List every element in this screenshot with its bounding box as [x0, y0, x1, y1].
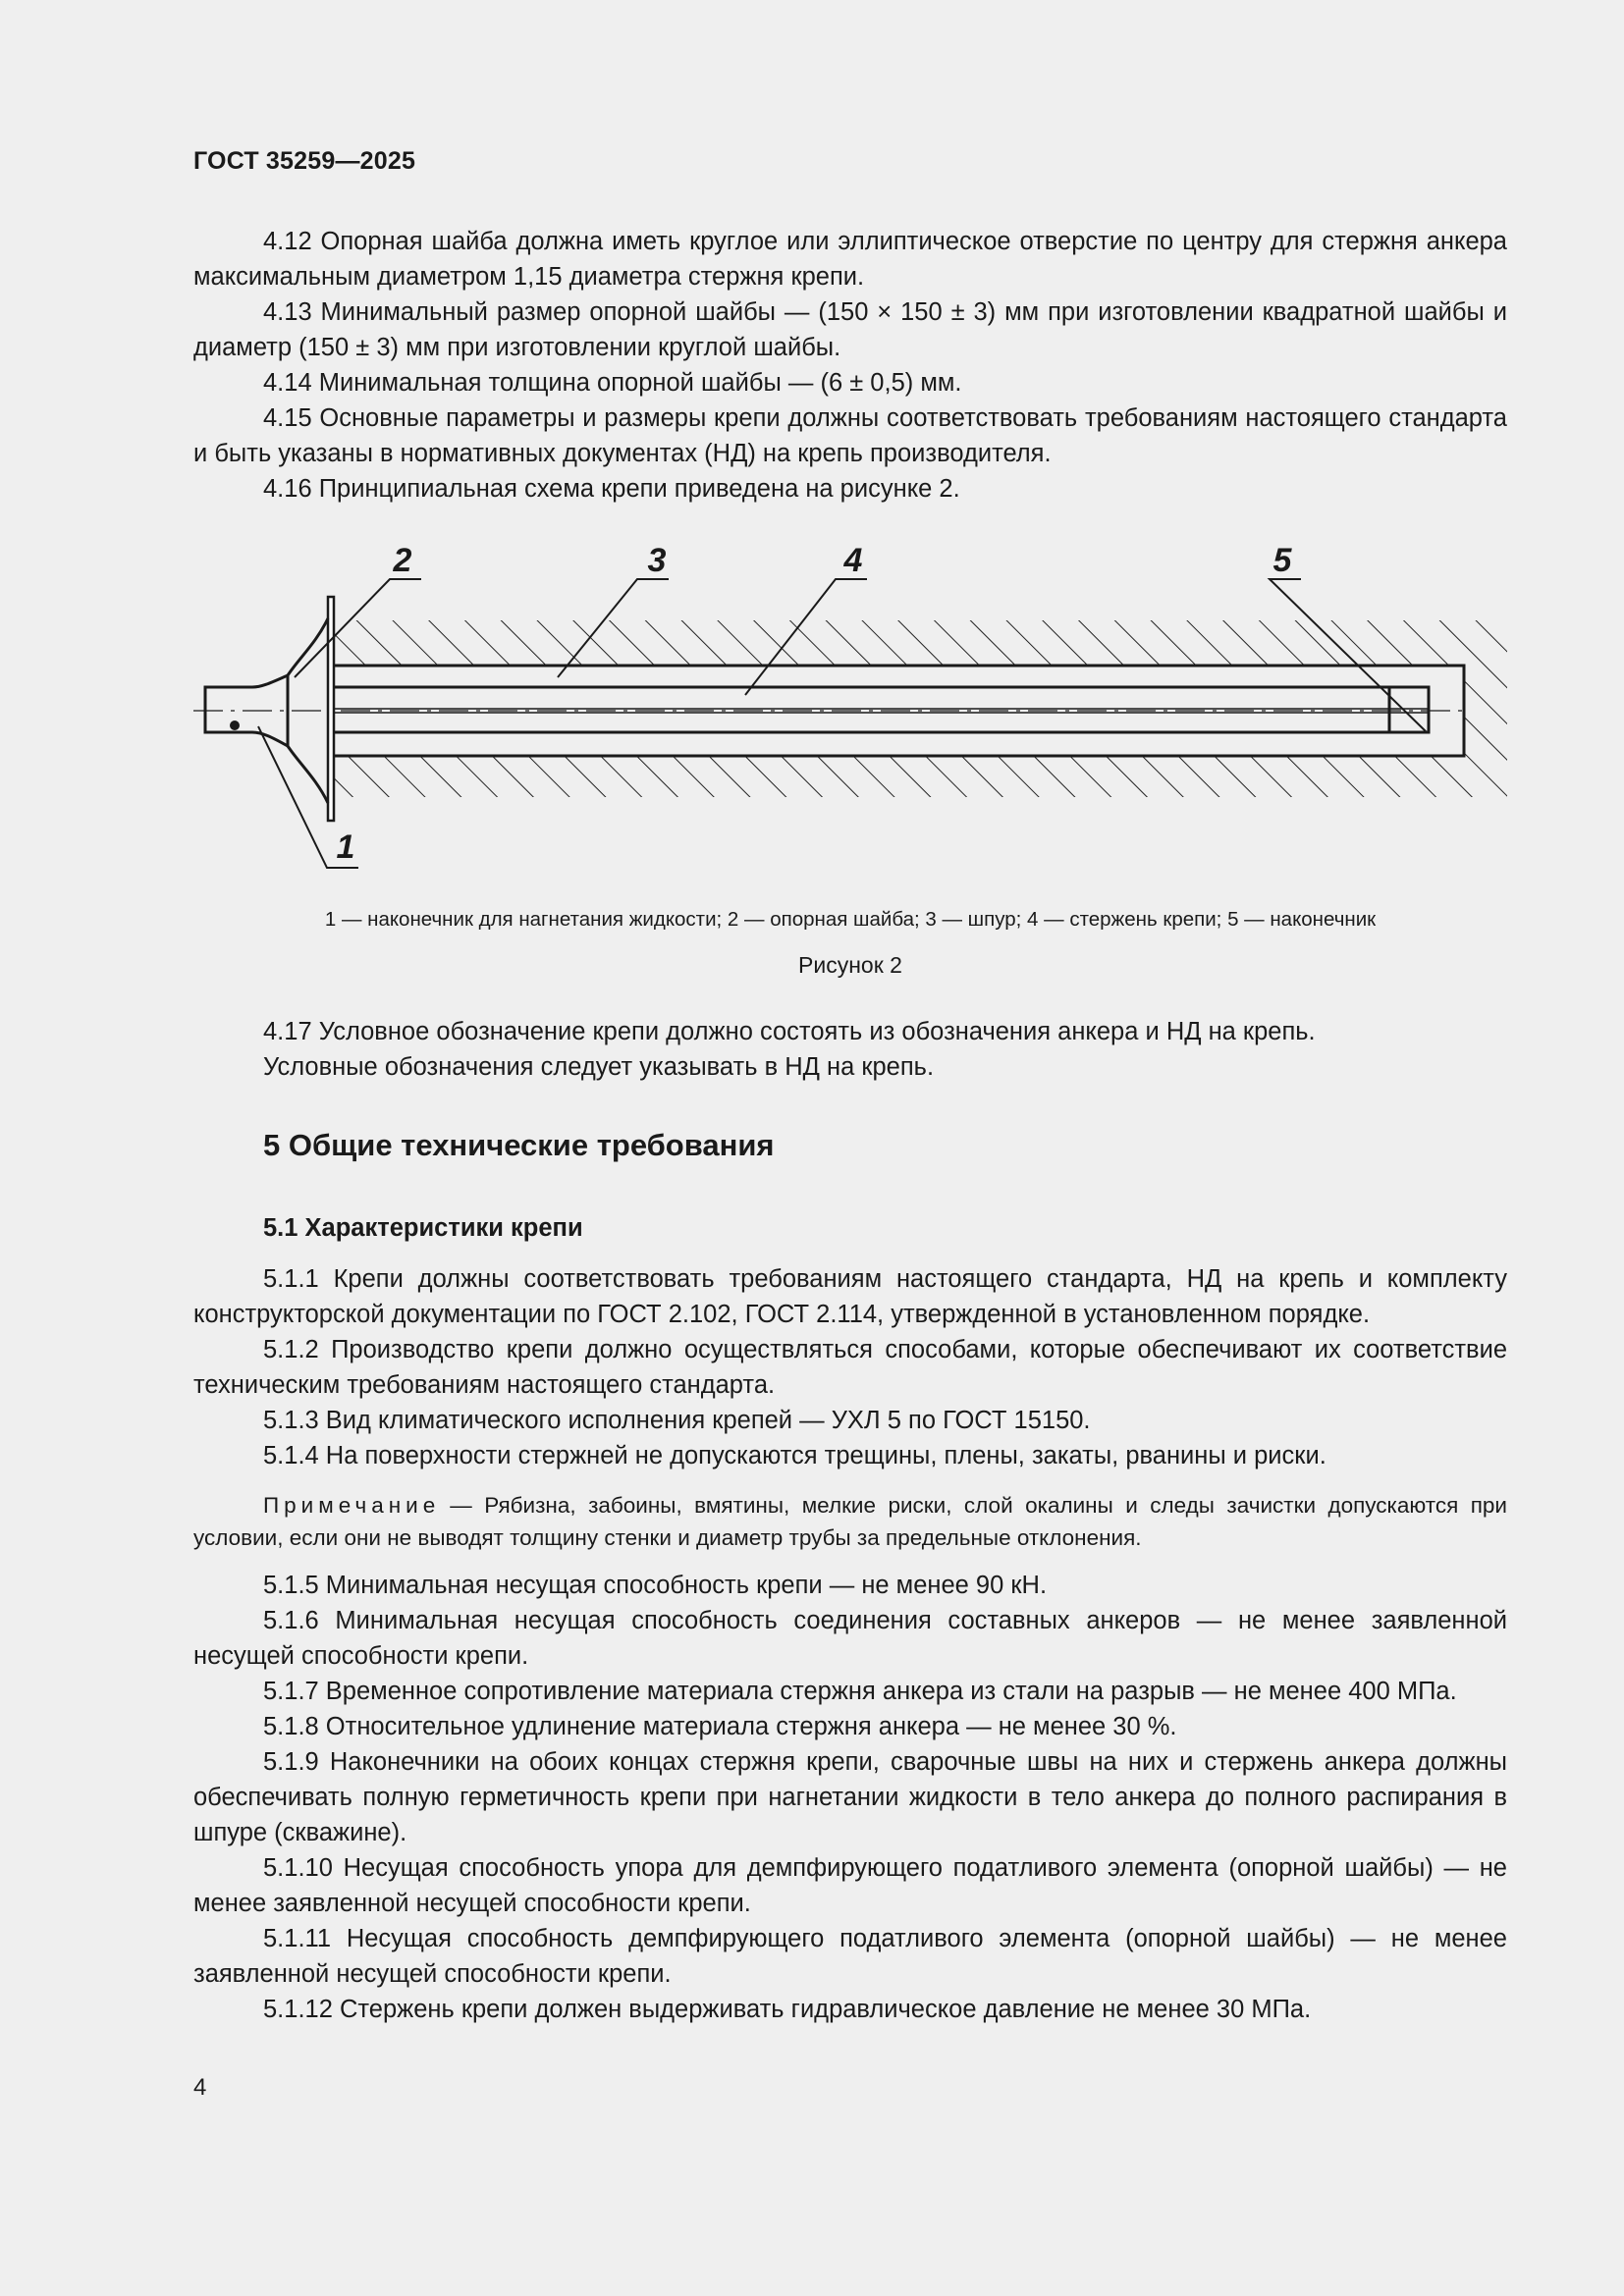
paragraph-5-1-7: 5.1.7 Временное сопротивление материала стержня анкера из стали на разрыв — не менее 400 МПа.: [263, 1678, 1457, 1705]
end-cap: [1389, 687, 1429, 732]
paragraph-5-1-8: 5.1.8 Относительное удлинение материала стержня анкера — не менее 30 %.: [263, 1713, 1177, 1740]
section5-text-a: [193, 1261, 1507, 1473]
document-header: ГОСТ 35259—2025: [193, 147, 416, 175]
note-text: — Рябизна, забоины, вмятины, мелкие риски, слой окалины и следы зачистки допускаются при условии, если они не выводят толщину стенки и диаметр трубы за предельные отклонения.: [193, 1493, 1507, 1550]
paragraph-5-1-4: 5.1.4 На поверхности стержней не допускаются трещины, плены, закаты, рванины и риски.: [263, 1442, 1326, 1469]
anchor-rod: [331, 687, 1429, 732]
paragraph-5-1-9: 5.1.9 Наконечники на обоих концах стержня крепи, сварочные швы на них и стержень анкера должны обеспечивать полную герметичность крепи при нагнетании жидкости в тело анкера до полного распирания в шпуре (скважине).: [193, 1748, 1507, 1846]
paragraph-5-1-5: 5.1.5 Минимальная несущая способность крепи — не менее 90 кН.: [263, 1572, 1048, 1599]
paragraph-5-1-10: 5.1.10 Несущая способность упора для демпфирующего податливого элемента (опорной шайбы) — не менее заявленной несущей способности крепи.: [193, 1854, 1507, 1917]
figure-caption: Рисунок 2: [798, 952, 902, 978]
section-5-heading: 5 Общие технические требования: [263, 1128, 775, 1162]
note-label: Примечание: [263, 1493, 441, 1518]
paragraph-4-15: 4.15 Основные параметры и размеры крепи должны соответствовать требованиям настоящего стандарта и быть указаны в нормативных документах (НД) на крепь производителя.: [193, 404, 1507, 467]
after-figure-text: [193, 1014, 1507, 1085]
paragraph-5-1-2: 5.1.2 Производство крепи должно осуществляться способами, которые обеспечивают их соответствие техническим требованиям настоящего стандарта.: [193, 1336, 1507, 1399]
callout-4: 4: [843, 542, 863, 579]
paragraph-5-1-3: 5.1.3 Вид климатического исполнения крепей — УХЛ 5 по ГОСТ 15150.: [263, 1407, 1091, 1434]
washer-plate: [328, 597, 334, 821]
paragraph-4-16: 4.16 Принципиальная схема крепи приведена на рисунке 2.: [263, 475, 960, 503]
paragraph-4-12: 4.12 Опорная шайба должна иметь круглое или эллиптическое отверстие по центру для стержня анкера максимальным диаметром 1,15 диаметра стержня крепи.: [193, 228, 1507, 291]
figure-legend: 1 — наконечник для нагнетания жидкости; 2 — опорная шайба; 3 — шпур; 4 — стержень крепи; 5 — наконечник: [324, 908, 1377, 931]
paragraph-5-1-1: 5.1.1 Крепи должны соответствовать требованиям настоящего стандарта, НД на крепь и комплекту конструкторской документации по ГОСТ 2.102, ГОСТ 2.114, утвержденной в установленном порядке.: [193, 1265, 1507, 1328]
callout-3: 3: [647, 542, 667, 579]
paragraph-5-1-12: 5.1.12 Стержень крепи должен выдерживать гидравлическое давление не менее 30 МПа.: [263, 1996, 1312, 2023]
paragraph-5-1-11: 5.1.11 Несущая способность демпфирующего податливого элемента (опорной шайбы) — не менее заявленной несущей способности крепи.: [193, 1925, 1507, 1988]
section4-text: [193, 224, 1507, 507]
paragraph-5-1-6: 5.1.6 Минимальная несущая способность соединения составных анкеров — не менее заявленной несущей способности крепи.: [193, 1607, 1507, 1670]
callout-5: 5: [1272, 542, 1292, 579]
callout-2: 2: [393, 542, 412, 579]
section5-text-b: [193, 1568, 1507, 2027]
paragraph-4-17-cont: Условные обозначения следует указывать в НД на крепь.: [263, 1053, 935, 1081]
paragraph-4-17: 4.17 Условное обозначение крепи должно состоять из обозначения анкера и НД на крепь.: [263, 1018, 1316, 1045]
paragraph-4-13: 4.13 Минимальный размер опорной шайбы — (150 × 150 ± 3) мм при изготовлении квадратной шайбы и диаметр (150 ± 3) мм при изготовлении круглой шайбы.: [193, 298, 1507, 361]
anchor-diagram: [193, 530, 1507, 893]
note-block: [193, 1489, 1507, 1554]
page-number: 4: [193, 2074, 207, 2101]
paragraph-4-14: 4.14 Минимальная толщина опорной шайбы — (6 ± 0,5) мм.: [263, 369, 962, 397]
subsection-5-1-heading: 5.1 Характеристики крепи: [263, 1214, 583, 1242]
callout-1: 1: [336, 828, 355, 866]
